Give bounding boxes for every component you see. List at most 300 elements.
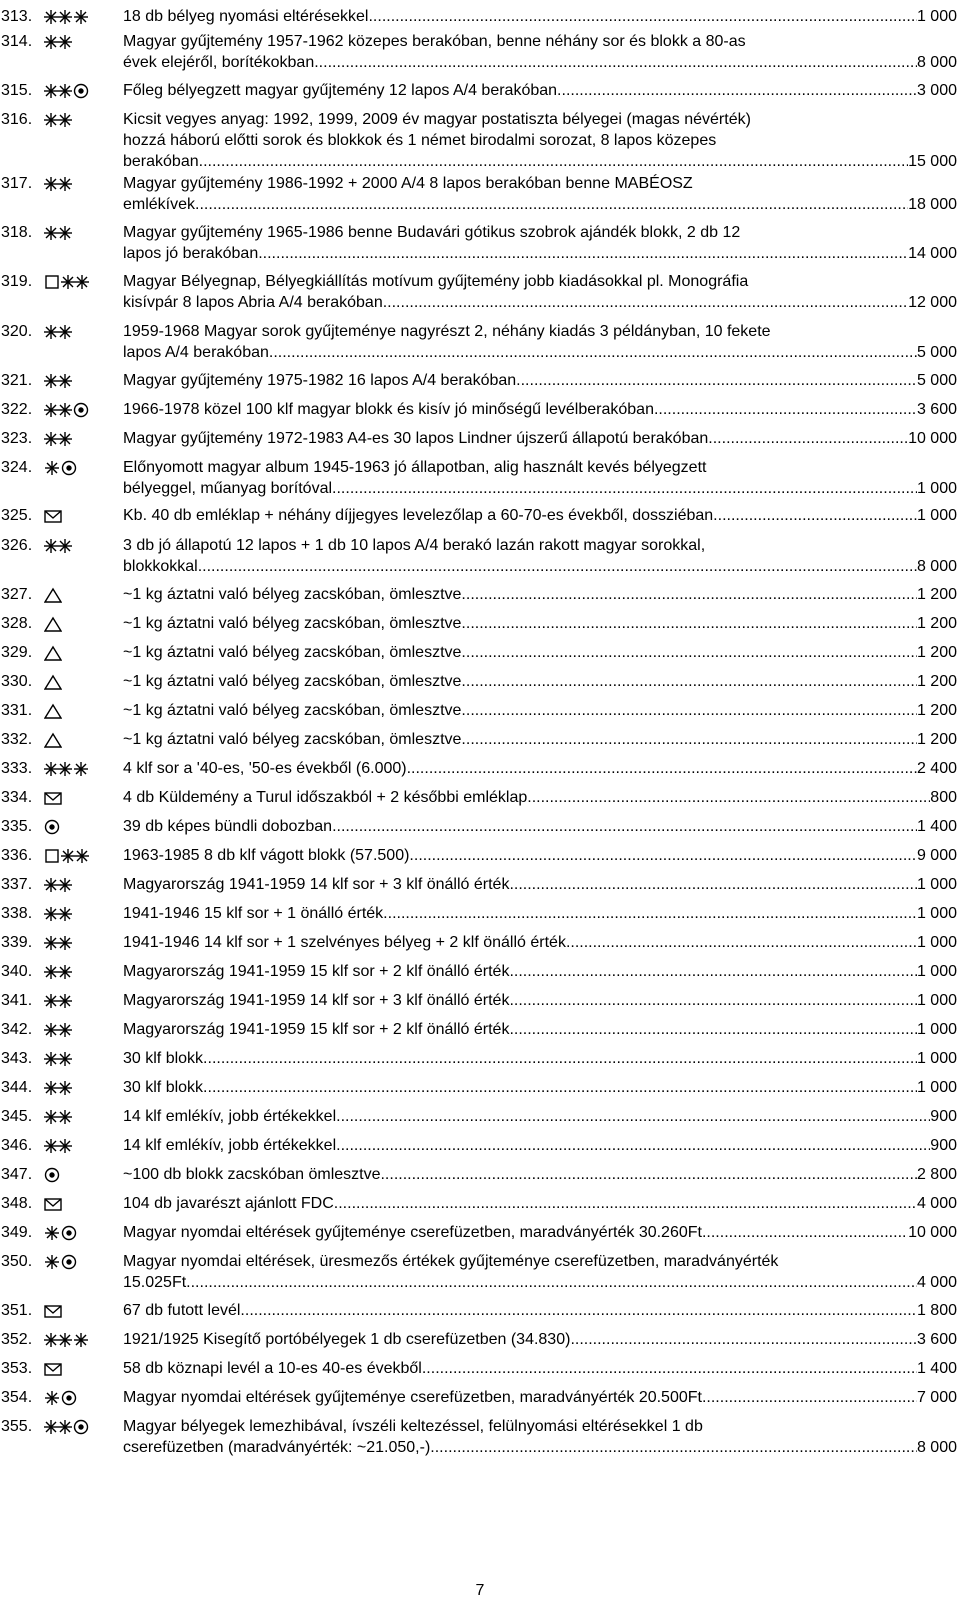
- lot-number: 323.: [1, 430, 33, 447]
- lot-description-line: Magyar nyomdai eltérések gyűjteménye cserefüzetben, maradványérték 20.500Ft: [123, 1389, 702, 1406]
- lot-description: [123, 80, 957, 101]
- lot-number: 349.: [1, 1224, 33, 1241]
- lot-description-line: 15.025Ft: [123, 1274, 187, 1291]
- lot-category-icons: [44, 428, 73, 449]
- lot-description: [123, 584, 957, 605]
- lot-description-line: 3 db jó állapotú 12 lapos + 1 db 10 lapos A/4 berakó lazán rakott magyar sorokkal,: [123, 537, 706, 554]
- lot-description-line: 14 klf emlékív, jobb értékekkel: [123, 1108, 337, 1125]
- lot-description-line: Magyarország 1941-1959 14 klf sor + 3 klf önálló érték: [123, 992, 510, 1009]
- lot-description: [123, 1019, 957, 1040]
- page-number: 7: [475, 1582, 485, 1599]
- lot-number: 344.: [1, 1079, 33, 1096]
- dot-leader: [240, 1300, 917, 1321]
- lot-description-line: 104 db javarészt ajánlott FDC: [123, 1195, 334, 1212]
- lot-row: [0, 903, 960, 924]
- dot-leader: [461, 700, 917, 721]
- lot-number: 339.: [1, 934, 33, 951]
- double-asterisk-icon: [44, 877, 72, 893]
- lot-row: [0, 1164, 960, 1185]
- triangle-icon: [44, 674, 62, 690]
- lot-price: 2 800: [916, 1166, 957, 1183]
- lot-row: [0, 1222, 960, 1243]
- lot-number: 352.: [1, 1331, 33, 1348]
- lot-category-icons: [44, 787, 63, 808]
- double-asterisk-icon: [61, 848, 89, 864]
- lot-description: [123, 1300, 957, 1321]
- lot-description: [123, 845, 957, 866]
- lot-description: [123, 222, 957, 264]
- lot-price: 1 200: [916, 702, 957, 719]
- lot-price: 7 000: [916, 1389, 957, 1406]
- triangle-icon: [44, 732, 62, 748]
- lot-category-icons: [44, 1222, 78, 1243]
- lot-row: [0, 671, 960, 692]
- lot-description-line: cserefüzetben (maradványérték: ~21.050,-): [123, 1439, 431, 1456]
- lot-description: [123, 1358, 957, 1379]
- double-asterisk-icon: [44, 1109, 72, 1125]
- dot-leader: [409, 845, 917, 866]
- triangle-icon: [44, 703, 62, 719]
- lot-category-icons: [44, 758, 90, 779]
- lot-row: [0, 613, 960, 634]
- lot-description-line: 1941-1946 15 klf sor + 1 önálló érték: [123, 905, 384, 922]
- lot-category-icons: [44, 903, 73, 924]
- lot-category-icons: [44, 671, 63, 692]
- lot-number: 313.: [1, 8, 33, 25]
- lot-price: 4 000: [916, 1274, 957, 1291]
- lot-description: [123, 874, 957, 895]
- asterisk-icon: [73, 9, 89, 25]
- lot-row: [0, 457, 960, 499]
- lot-description-line: lapos jó berakóban: [123, 245, 259, 262]
- lot-description-line: Magyarország 1941-1959 15 klf sor + 2 klf önálló érték: [123, 1021, 510, 1038]
- lot-row: [0, 932, 960, 953]
- lot-number: 324.: [1, 459, 33, 476]
- double-asterisk-icon: [44, 225, 72, 241]
- dot-leader: [314, 52, 917, 73]
- double-asterisk-icon: [44, 993, 72, 1009]
- lot-description-line: emlékívek: [123, 196, 196, 213]
- lot-number: 316.: [1, 111, 33, 128]
- double-asterisk-icon: [44, 112, 72, 128]
- lot-description-line: 14 klf emlékív, jobb értékekkel: [123, 1137, 337, 1154]
- lot-description: [123, 457, 957, 499]
- lot-price: 1 200: [916, 586, 957, 603]
- lot-description: [123, 1193, 957, 1214]
- lot-number: 353.: [1, 1360, 33, 1377]
- lot-description: [123, 1106, 957, 1127]
- lot-price: 8 000: [916, 1439, 957, 1456]
- lot-category-icons: [44, 1251, 78, 1272]
- lot-row: [0, 874, 960, 895]
- lot-description-line: ~1 kg áztatni való bélyeg zacskóban, ömlesztve: [123, 615, 462, 632]
- double-asterisk-icon: [44, 906, 72, 922]
- lot-number: 317.: [1, 175, 33, 192]
- lot-description: [123, 1135, 957, 1156]
- lot-number: 332.: [1, 731, 33, 748]
- lot-description-line: Magyar gyűjtemény 1972-1983 A4-es 30 lapos Lindner újszerű állapotú berakóban: [123, 430, 709, 447]
- lot-number: 325.: [1, 507, 33, 524]
- lot-category-icons: [44, 1193, 63, 1214]
- dot-leader: [203, 1077, 917, 1098]
- lot-description-line: 4 klf sor a '40-es, '50-es évekből (6.000): [123, 760, 407, 777]
- postmark-icon: [73, 1419, 89, 1435]
- lot-price: 1 000: [916, 876, 957, 893]
- lot-description: [123, 613, 957, 634]
- lot-description: [123, 642, 957, 663]
- lot-category-icons: [44, 1300, 63, 1321]
- lot-description: [123, 903, 957, 924]
- envelope-icon: [44, 508, 62, 524]
- lot-description-line: 1941-1946 14 klf sor + 1 szelvényes bélyeg + 2 klf önálló érték: [123, 934, 566, 951]
- dot-leader: [527, 787, 930, 808]
- lot-description-line: 18 db bélyeg nyomási eltérésekkel: [123, 8, 369, 25]
- lot-row: [0, 961, 960, 982]
- dot-leader: [269, 342, 917, 363]
- dot-leader: [654, 399, 917, 420]
- asterisk-icon: [73, 761, 89, 777]
- double-asterisk-icon: [61, 274, 89, 290]
- lot-category-icons: [44, 80, 90, 101]
- lot-description-line: Előnyomott magyar album 1945-1963 jó állapotban, alig használt kevés bélyegzett: [123, 459, 707, 476]
- lot-price: 15 000: [908, 153, 957, 170]
- lot-description: [123, 31, 957, 73]
- lot-number: 315.: [1, 82, 33, 99]
- lot-price: 1 200: [916, 615, 957, 632]
- lot-description: [123, 505, 957, 526]
- lot-price: 1 000: [916, 963, 957, 980]
- lot-number: 335.: [1, 818, 33, 835]
- dot-leader: [195, 194, 908, 215]
- asterisk-icon: [44, 460, 60, 476]
- triangle-icon: [44, 645, 62, 661]
- lot-description-line: Magyarország 1941-1959 15 klf sor + 2 klf önálló érték: [123, 963, 510, 980]
- lot-category-icons: [44, 845, 90, 866]
- lot-description: [123, 173, 957, 215]
- lot-row: [0, 1251, 960, 1293]
- lot-description: [123, 399, 957, 420]
- dot-leader: [570, 1329, 917, 1350]
- lot-number: 333.: [1, 760, 33, 777]
- envelope-icon: [44, 1361, 62, 1377]
- lot-description-line: kisívpár 8 lapos Abria A/4 berakóban: [123, 294, 383, 311]
- lot-description-line: 58 db köznapi levél a 10-es 40-es évekből: [123, 1360, 422, 1377]
- lot-price: 1 000: [916, 1079, 957, 1096]
- dot-leader: [566, 932, 917, 953]
- lot-number: 347.: [1, 1166, 33, 1183]
- lot-description-line: 30 klf blokk: [123, 1079, 204, 1096]
- lot-category-icons: [44, 370, 73, 391]
- lot-description-line: 1921/1925 Kisegítő portóbélyegek 1 db cserefüzetben (34.830): [123, 1331, 571, 1348]
- lot-price: 1 000: [916, 1050, 957, 1067]
- lot-number: 341.: [1, 992, 33, 1009]
- lot-row: [0, 758, 960, 779]
- lot-category-icons: [44, 6, 90, 27]
- lot-price: 3 000: [916, 82, 957, 99]
- double-asterisk-icon: [44, 1080, 72, 1096]
- double-asterisk-icon: [44, 1051, 72, 1067]
- double-asterisk-icon: [44, 935, 72, 951]
- lot-description: [123, 729, 957, 750]
- postmark-icon: [73, 402, 89, 418]
- double-asterisk-icon: [44, 431, 72, 447]
- postmark-icon: [61, 1254, 77, 1270]
- lot-number: 340.: [1, 963, 33, 980]
- lot-number: 338.: [1, 905, 33, 922]
- lot-number: 343.: [1, 1050, 33, 1067]
- dot-leader: [368, 6, 916, 27]
- lot-category-icons: [44, 109, 73, 130]
- lot-row: [0, 584, 960, 605]
- dot-leader: [708, 428, 908, 449]
- lot-price: 900: [930, 1108, 957, 1125]
- lot-description: [123, 816, 957, 837]
- lot-number: 346.: [1, 1137, 33, 1154]
- lot-description-line: 4 db Küldemény a Turul időszakból + 2 későbbi emléklap: [123, 789, 528, 806]
- lot-number: 331.: [1, 702, 33, 719]
- lot-description: [123, 1222, 957, 1243]
- lot-description: [123, 990, 957, 1011]
- dot-leader: [509, 1019, 917, 1040]
- lot-number: 328.: [1, 615, 33, 632]
- dot-leader: [383, 292, 908, 313]
- lot-description: [123, 1416, 957, 1458]
- lot-description: [123, 700, 957, 721]
- lot-description-line: ~1 kg áztatni való bélyeg zacskóban, ömlesztve: [123, 702, 462, 719]
- lot-description: [123, 787, 957, 808]
- dot-leader: [509, 874, 917, 895]
- lot-price: 900: [930, 1137, 957, 1154]
- lot-price: 1 200: [916, 673, 957, 690]
- lot-description-line: évek elejéről, borítékokban: [123, 54, 315, 71]
- lot-description: [123, 1329, 957, 1350]
- lot-description-line: Magyar gyűjtemény 1957-1962 közepes berakóban, benne néhány sor és blokk a 80-as: [123, 33, 746, 50]
- dot-leader: [461, 584, 917, 605]
- lot-row: [0, 729, 960, 750]
- postmark-icon: [61, 1390, 77, 1406]
- lot-description-line: Főleg bélyegzett magyar gyűjtemény 12 lapos A/4 berakóban: [123, 82, 558, 99]
- lot-category-icons: [44, 1106, 73, 1127]
- lot-number: 319.: [1, 273, 33, 290]
- lot-number: 334.: [1, 789, 33, 806]
- lot-description-line: Magyar gyűjtemény 1965-1986 benne Budavári gótikus szobrok ajándék blokk, 2 db 12: [123, 224, 741, 241]
- lot-row: [0, 1329, 960, 1350]
- asterisk-icon: [73, 1332, 89, 1348]
- postmark-icon: [61, 460, 77, 476]
- double-asterisk-icon: [44, 176, 72, 192]
- lot-description: [123, 1164, 957, 1185]
- double-asterisk-icon: [44, 538, 72, 554]
- lot-price: 1 000: [916, 480, 957, 497]
- lot-category-icons: [44, 1135, 73, 1156]
- lot-description: [123, 1048, 957, 1069]
- lot-category-icons: [44, 1048, 73, 1069]
- lot-row: [0, 845, 960, 866]
- lot-row: [0, 1135, 960, 1156]
- dot-leader: [383, 903, 917, 924]
- lot-description-line: Kb. 40 db emléklap + néhány díjjegyes levelezőlap a 60-70-es évekből, dossziéban: [123, 507, 714, 524]
- lot-category-icons: [44, 700, 63, 721]
- lot-row: [0, 505, 960, 526]
- lot-description-line: Magyar gyűjtemény 1986-1992 + 2000 A/4 8 lapos berakóban benne MABÉOSZ: [123, 175, 693, 192]
- dot-leader: [334, 1193, 917, 1214]
- lot-description: [123, 370, 957, 391]
- double-asterisk-icon: [44, 402, 72, 418]
- lot-row: [0, 370, 960, 391]
- lot-number: 322.: [1, 401, 33, 418]
- lot-row: [0, 1077, 960, 1098]
- lot-price: 1 200: [916, 644, 957, 661]
- lot-row: [0, 1416, 960, 1458]
- lot-row: [0, 1019, 960, 1040]
- lot-row: [0, 1106, 960, 1127]
- lot-number: 345.: [1, 1108, 33, 1125]
- dot-leader: [461, 671, 917, 692]
- lot-category-icons: [44, 874, 73, 895]
- lot-description-line: ~1 kg áztatni való bélyeg zacskóban, ömlesztve: [123, 731, 462, 748]
- lot-number: 314.: [1, 33, 33, 50]
- lot-row: [0, 109, 960, 172]
- lot-price: 1 000: [916, 934, 957, 951]
- dot-leader: [461, 729, 917, 750]
- dot-leader: [713, 505, 917, 526]
- dot-leader: [407, 758, 917, 779]
- lot-category-icons: [44, 642, 63, 663]
- lot-price: 14 000: [908, 245, 957, 262]
- lot-description: [123, 1077, 957, 1098]
- lot-price: 12 000: [908, 294, 957, 311]
- lot-number: 348.: [1, 1195, 33, 1212]
- lot-description-line: Kicsit vegyes anyag: 1992, 1999, 2009 év magyar postatiszta bélyegei (magas névérték): [123, 111, 751, 128]
- lot-category-icons: [44, 271, 90, 292]
- lot-number: 321.: [1, 372, 33, 389]
- lot-description: [123, 758, 957, 779]
- lot-price: 1 400: [916, 1360, 957, 1377]
- lot-category-icons: [44, 321, 73, 342]
- lot-category-icons: [44, 729, 63, 750]
- lot-description: [123, 428, 957, 449]
- envelope-icon: [44, 1196, 62, 1212]
- lot-description: [123, 1251, 957, 1293]
- postmark-icon: [44, 1167, 60, 1183]
- lot-price: 1 800: [916, 1302, 957, 1319]
- postmark-icon: [61, 1225, 77, 1241]
- dot-leader: [258, 243, 908, 264]
- asterisk-icon: [44, 1390, 60, 1406]
- lot-row: [0, 173, 960, 215]
- lot-category-icons: [44, 1077, 73, 1098]
- dot-leader: [430, 1437, 917, 1458]
- lot-description-line: Magyar Bélyegnap, Bélyegkiállítás motívum gyűjtemény jobb kiadásokkal pl. Monográfia: [123, 273, 749, 290]
- dot-leader: [461, 613, 917, 634]
- double-asterisk-icon: [44, 34, 72, 50]
- lot-number: 350.: [1, 1253, 33, 1270]
- triangle-icon: [44, 587, 62, 603]
- lot-number: 355.: [1, 1418, 33, 1435]
- lot-description-line: 1966-1978 közel 100 klf magyar blokk és kisív jó minőségű levélberakóban: [123, 401, 654, 418]
- double-asterisk-icon: [44, 1332, 72, 1348]
- lot-category-icons: [44, 613, 63, 634]
- lot-description: [123, 932, 957, 953]
- lot-category-icons: [44, 1329, 90, 1350]
- lot-price: 1 000: [916, 507, 957, 524]
- lot-row: [0, 321, 960, 363]
- lot-category-icons: [44, 816, 61, 837]
- dot-leader: [461, 642, 917, 663]
- lot-category-icons: [44, 457, 78, 478]
- dot-leader: [186, 1272, 917, 1293]
- lot-number: 354.: [1, 1389, 33, 1406]
- lot-price: 1 000: [916, 1021, 957, 1038]
- square-icon: [44, 848, 60, 864]
- lot-row: [0, 31, 960, 73]
- double-asterisk-icon: [44, 83, 72, 99]
- double-asterisk-icon: [44, 1419, 72, 1435]
- postmark-icon: [44, 819, 60, 835]
- lot-description-line: ~1 kg áztatni való bélyeg zacskóban, ömlesztve: [123, 673, 462, 690]
- dot-leader: [336, 1135, 930, 1156]
- lot-row: [0, 399, 960, 420]
- lot-category-icons: [44, 399, 90, 420]
- lot-price: 4 000: [916, 1195, 957, 1212]
- lot-description: [123, 1387, 957, 1408]
- lot-description-line: 1959-1968 Magyar sorok gyűjteménye nagyrészt 2, néhány kiadás 3 példányban, 10 fekete: [123, 323, 771, 340]
- lot-price: 18 000: [908, 196, 957, 213]
- lot-category-icons: [44, 1387, 78, 1408]
- lot-category-icons: [44, 505, 63, 526]
- lot-description-line: ~100 db blokk zacskóban ömlesztve: [123, 1166, 381, 1183]
- envelope-icon: [44, 1303, 62, 1319]
- lot-description-line: Magyar bélyegek lemezhibával, ívszéli keltezéssel, felülnyomási eltérésekkel 1 db: [123, 1418, 703, 1435]
- lot-description-line: lapos A/4 berakóban: [123, 344, 269, 361]
- lot-number: 337.: [1, 876, 33, 893]
- dot-leader: [422, 1358, 917, 1379]
- lot-price: 1 000: [916, 8, 957, 25]
- dot-leader: [702, 1387, 917, 1408]
- lot-row: [0, 80, 960, 101]
- dot-leader: [380, 1164, 916, 1185]
- lot-category-icons: [44, 932, 73, 953]
- lot-category-icons: [44, 1416, 90, 1437]
- lot-row: [0, 990, 960, 1011]
- lot-row: [0, 271, 960, 313]
- lot-category-icons: [44, 535, 73, 556]
- lot-row: [0, 222, 960, 264]
- double-asterisk-icon: [44, 324, 72, 340]
- triangle-icon: [44, 616, 62, 632]
- lot-row: [0, 428, 960, 449]
- envelope-icon: [44, 790, 62, 806]
- double-asterisk-icon: [44, 1138, 72, 1154]
- lot-price: 8 000: [916, 558, 957, 575]
- lot-number: 327.: [1, 586, 33, 603]
- lot-description: [123, 321, 957, 363]
- dot-leader: [702, 1222, 908, 1243]
- lot-row: [0, 535, 960, 577]
- lot-price: 5 000: [916, 372, 957, 389]
- lot-description-line: ~1 kg áztatni való bélyeg zacskóban, ömlesztve: [123, 586, 462, 603]
- lot-description-line: blokkokkal: [123, 558, 198, 575]
- lot-number: 329.: [1, 644, 33, 661]
- lot-description: [123, 671, 957, 692]
- lot-price: 1 400: [916, 818, 957, 835]
- dot-leader: [509, 961, 917, 982]
- lot-number: 326.: [1, 537, 33, 554]
- lot-description-line: Magyarország 1941-1959 14 klf sor + 3 klf önálló érték: [123, 876, 510, 893]
- lot-row: [0, 1193, 960, 1214]
- lot-number: 330.: [1, 673, 33, 690]
- lot-description: [123, 961, 957, 982]
